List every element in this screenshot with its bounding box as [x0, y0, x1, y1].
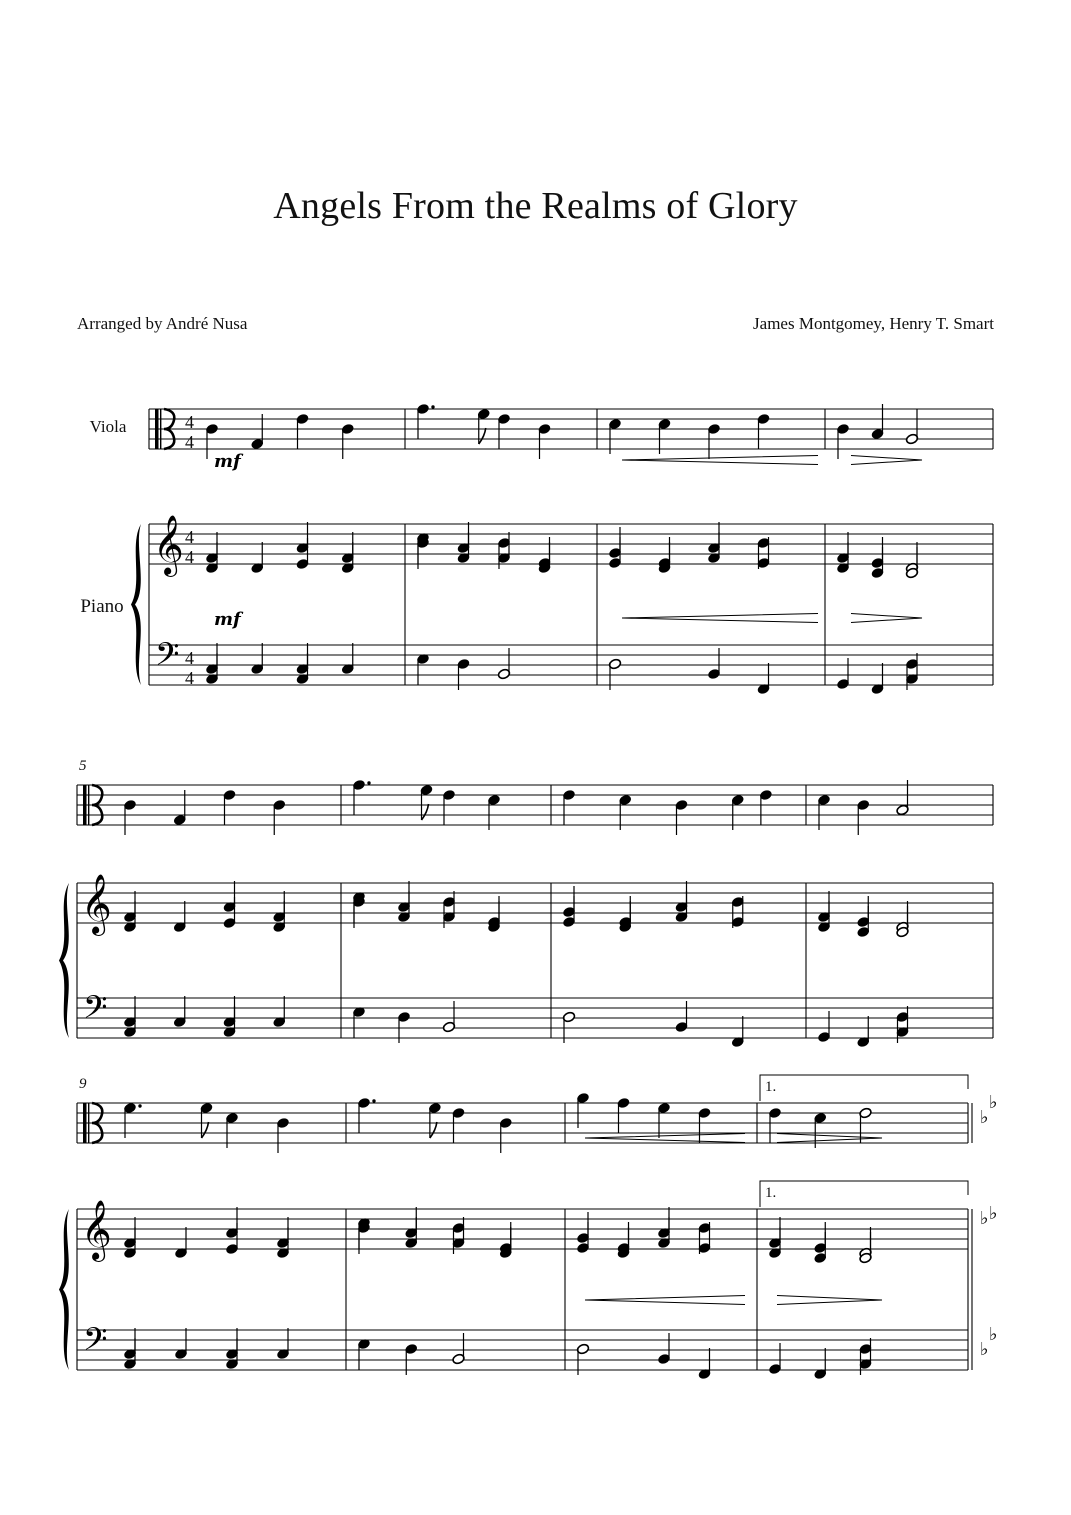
piano-bass-note — [341, 643, 354, 675]
piano-bass-note — [836, 658, 849, 690]
composer-credit: James Montgomey, Henry T. Smart — [753, 314, 994, 333]
score-title: Angels From the Realms of Glory — [273, 185, 798, 227]
viola-note — [836, 423, 849, 459]
piano-treble-staff — [77, 883, 993, 923]
clef-bar — [83, 785, 87, 825]
piano-bass-note — [442, 1001, 455, 1033]
clef-bar — [155, 409, 159, 449]
piano-bass-note — [857, 1016, 870, 1048]
viola-note — [341, 423, 354, 459]
time-signature-numerator: 4 — [185, 527, 194, 547]
augmentation-dot — [138, 1104, 141, 1107]
key-flat: ♭ — [989, 1203, 998, 1224]
viola-note — [768, 1107, 781, 1143]
volta-label: 1. — [765, 1185, 777, 1201]
dynamic-mf-piano: mf — [214, 609, 241, 630]
measure-number: 5 — [79, 758, 87, 774]
piano-bass-note — [657, 1333, 670, 1365]
viola-staff — [149, 409, 993, 449]
piano-bass-note — [223, 996, 236, 1028]
viola-note — [296, 413, 309, 449]
piano-bass-note — [817, 1011, 830, 1043]
viola-staff — [77, 785, 993, 825]
diminuendo-hairpin — [851, 456, 922, 465]
piano-treble-note — [223, 881, 236, 913]
key-flat: ♭ — [980, 1208, 989, 1229]
crescendo-hairpin — [622, 614, 818, 623]
piano-bass-note — [698, 1348, 711, 1380]
piano-bass-note — [871, 663, 884, 695]
viola-note — [617, 1097, 630, 1133]
viola-note — [497, 413, 510, 449]
clef-bar — [88, 785, 89, 825]
viola-note — [352, 779, 370, 815]
time-signature-numerator: 4 — [185, 648, 194, 668]
diminuendo-hairpin — [777, 1296, 882, 1305]
viola-note — [223, 789, 236, 825]
bass-clef: 𝄢 — [155, 636, 180, 680]
time-signature-denominator: 4 — [185, 432, 194, 452]
viola-note — [538, 423, 551, 459]
viola-note — [857, 799, 870, 835]
viola-note — [416, 403, 434, 439]
volta-bracket — [760, 1075, 968, 1101]
viola-note — [452, 1107, 465, 1143]
piano-bass-note — [416, 653, 429, 685]
arranger-credit: Arranged by André Nusa — [77, 314, 248, 333]
piano-treble-note — [658, 542, 671, 574]
augmentation-dot — [372, 1099, 375, 1102]
key-flat: ♭ — [989, 1324, 998, 1345]
piano-bass-note — [174, 1328, 187, 1360]
piano-bass-note — [123, 996, 136, 1028]
crescendo-hairpin — [585, 1296, 745, 1305]
piano-treble-note — [174, 1227, 187, 1259]
piano-treble-note — [499, 1227, 512, 1259]
piano-treble-note — [617, 1227, 630, 1259]
note-flag — [422, 804, 429, 820]
viola-note — [698, 1107, 711, 1143]
note-flag — [430, 1122, 437, 1138]
dynamic-mf-viola: mf — [214, 451, 241, 472]
piano-bass-note — [276, 1328, 289, 1360]
piano-treble-staff — [77, 1209, 968, 1249]
piano-brace — [59, 883, 69, 1038]
viola-note — [273, 799, 286, 835]
treble-clef: 𝄞 — [81, 874, 112, 934]
treble-clef: 𝄞 — [153, 515, 184, 575]
crescendo-hairpin — [622, 456, 818, 465]
viola-note — [757, 413, 770, 449]
measure-number: 9 — [79, 1076, 87, 1092]
treble-clef: 𝄞 — [81, 1200, 112, 1260]
piano-bass-note — [768, 1343, 781, 1375]
piano-treble-note — [173, 901, 186, 933]
volta-label: 1. — [765, 1079, 777, 1095]
note-flag — [479, 428, 486, 444]
diminuendo-hairpin — [851, 614, 922, 623]
piano-brace — [59, 1209, 69, 1370]
piano-bass-note — [814, 1348, 827, 1380]
viola-note — [357, 1097, 375, 1133]
viola-note — [499, 1117, 512, 1153]
time-signature-denominator: 4 — [185, 547, 194, 567]
viola-note — [707, 423, 720, 459]
piano-bass-note — [675, 1001, 688, 1033]
crescendo-hairpin — [585, 1134, 745, 1143]
piano-treble-note — [296, 522, 309, 554]
volta-bracket — [760, 1181, 968, 1207]
piano-treble-note — [619, 901, 632, 933]
piano-bass-note — [123, 1328, 136, 1360]
piano-bass-note — [497, 648, 510, 680]
time-signature-denominator: 4 — [185, 668, 194, 688]
piano-treble-staff — [149, 524, 993, 564]
viola-note — [442, 789, 455, 825]
piano-bass-note — [296, 643, 309, 675]
viola-note — [675, 799, 688, 835]
piano-bass-note — [707, 648, 720, 680]
piano-bass-staff — [149, 645, 993, 685]
augmentation-dot — [367, 781, 370, 784]
piano-bass-note — [352, 1006, 365, 1038]
piano-bass-note — [273, 996, 286, 1028]
piano-bass-note — [452, 1333, 465, 1365]
piano-bass-note — [173, 996, 186, 1028]
bass-clef: 𝄢 — [83, 989, 108, 1033]
clef-bar — [160, 409, 161, 449]
key-flat: ♭ — [980, 1107, 989, 1128]
viola-note — [759, 789, 772, 825]
viola-note — [123, 799, 136, 835]
clef-bar — [88, 1103, 89, 1143]
piano-treble-note — [251, 542, 264, 574]
viola-label: Viola — [89, 417, 127, 436]
piano-bass-staff — [77, 1330, 968, 1370]
viola-note — [276, 1117, 289, 1153]
clef-bar — [83, 1103, 87, 1143]
note-flag — [202, 1122, 209, 1138]
piano-bass-note — [757, 663, 770, 695]
piano-bass-note — [225, 1328, 238, 1360]
piano-treble-note — [225, 1207, 238, 1239]
piano-bass-staff — [77, 998, 993, 1038]
augmentation-dot — [431, 405, 434, 408]
diminuendo-hairpin — [777, 1134, 882, 1143]
piano-bass-note — [251, 643, 264, 675]
time-signature-numerator: 4 — [185, 412, 194, 432]
piano-brace — [131, 524, 141, 685]
key-flat: ♭ — [989, 1092, 998, 1113]
piano-bass-note — [205, 643, 218, 675]
piano-treble-note — [487, 901, 500, 933]
viola-note — [562, 789, 575, 825]
piano-label: Piano — [80, 596, 124, 617]
bass-clef: 𝄢 — [83, 1321, 108, 1365]
key-flat: ♭ — [980, 1339, 989, 1360]
piano-bass-note — [731, 1016, 744, 1048]
piano-treble-note — [538, 542, 551, 574]
piano-bass-note — [357, 1338, 370, 1370]
viola-note — [905, 409, 918, 445]
